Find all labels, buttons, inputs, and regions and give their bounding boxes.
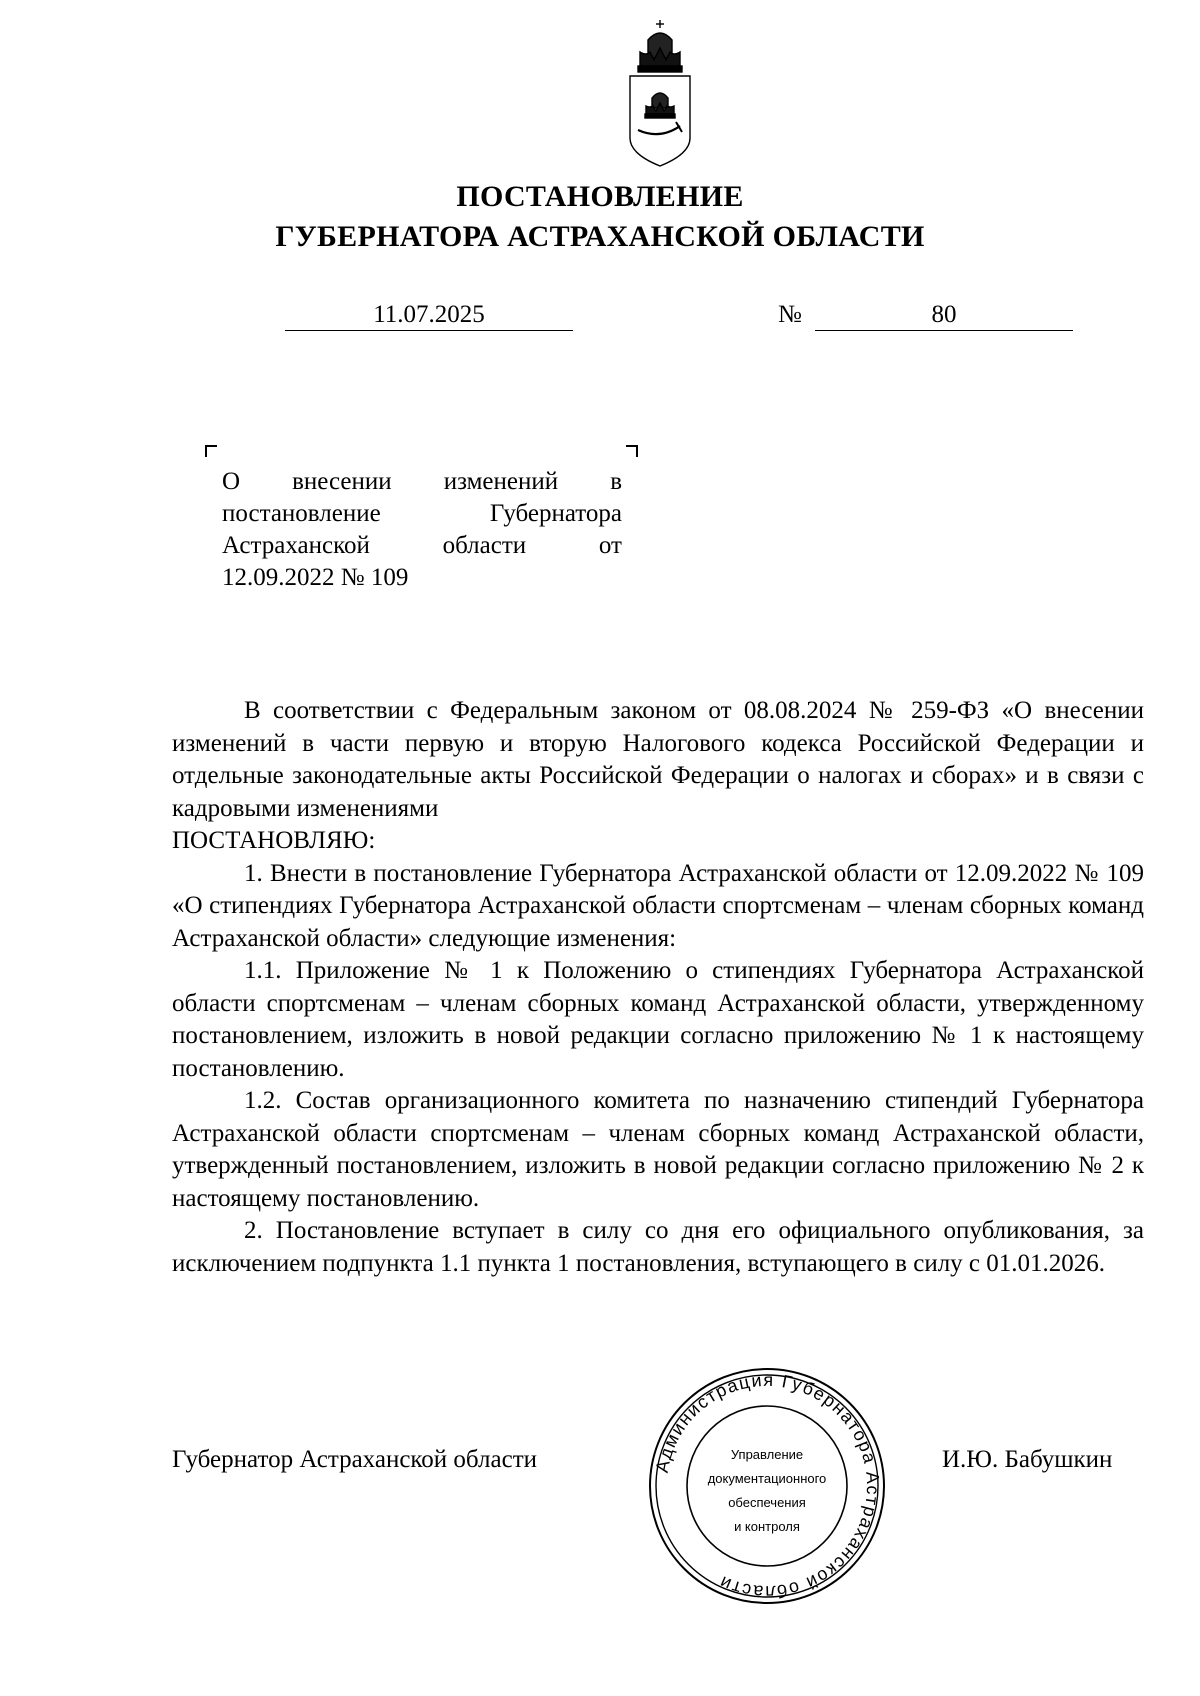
document-title: ПОСТАНОВЛЕНИЕ bbox=[456, 180, 744, 213]
number-sign: № bbox=[778, 301, 802, 328]
coat-of-arms-icon bbox=[620, 18, 700, 168]
subject-line: 12.09.2022 № 109 bbox=[222, 564, 409, 591]
subject-line: Астраханской области от bbox=[222, 532, 622, 559]
decree-word: ПОСТАНОВЛЯЮ: bbox=[172, 827, 376, 854]
subject-line: О внесении изменений в bbox=[222, 468, 622, 495]
document-body bbox=[172, 695, 1144, 1280]
item-paragraph: 2. Постановление вступает в силу со дня его официального опубликования, за исключением подпункта 1.1 пункта 1 постановления, вступающего в силу с 01.01.2026. bbox=[172, 1217, 1144, 1277]
subject-corner-right bbox=[626, 445, 638, 457]
subject-line: постановление Губернатора bbox=[222, 500, 622, 527]
item-paragraph: 1. Внести в постановление Губернатора Астраханской области от 12.09.2022 № 109 «О стипендиях Губернатора Астраханской области спортсменам – членам сборных команд Астраханской области» следующие изменения: bbox=[172, 859, 1144, 952]
official-stamp bbox=[647, 1366, 887, 1606]
document-date: 11.07.2025 bbox=[285, 300, 573, 331]
document-number: 80 bbox=[815, 300, 1073, 331]
signatory-name: И.Ю. Бабушкин bbox=[942, 1446, 1113, 1473]
stamp-inner-line: Управление bbox=[730, 1447, 804, 1462]
preamble-paragraph: В соответствии с Федеральным законом от 08.08.2024 № 259-ФЗ «О внесении изменений в части первую и вторую Налогового кодекса Российской Федерации и отдельные законодательные акты Российской Федерации о налогах и сборах» и в связи с кадровыми изменениями bbox=[172, 697, 1144, 822]
stamp-inner-line: документационного bbox=[707, 1471, 827, 1486]
stamp-inner-line: и контроля bbox=[734, 1519, 800, 1534]
item-paragraph: 1.2. Состав организационного комитета по назначению стипендий Губернатора Астраханской области спортсменам – членам сборных команд Астраханской области, утвержденный постановлением, изложить в новой редакции согласно приложению № 2 к настоящему постановлению. bbox=[172, 1087, 1144, 1212]
document-issuer: ГУБЕРНАТОРА АСТРАХАНСКОЙ ОБЛАСТИ bbox=[275, 220, 925, 253]
signatory-position: Губернатор Астраханской области bbox=[172, 1446, 538, 1473]
stamp-inner-line: обеспечения bbox=[728, 1495, 806, 1510]
item-paragraph: 1.1. Приложение № 1 к Положению о стипендиях Губернатора Астраханской области спортсменам – членам сборных команд Астраханской области, утвержденному постановлением, изложить в новой редакции согласно приложению № 1 к настоящему постановлению. bbox=[172, 957, 1144, 1082]
stamp-outer-text: Администрация Губернатора Астраханской области bbox=[651, 1369, 884, 1603]
subject-corner-left bbox=[205, 445, 217, 457]
document-subject bbox=[222, 466, 622, 594]
